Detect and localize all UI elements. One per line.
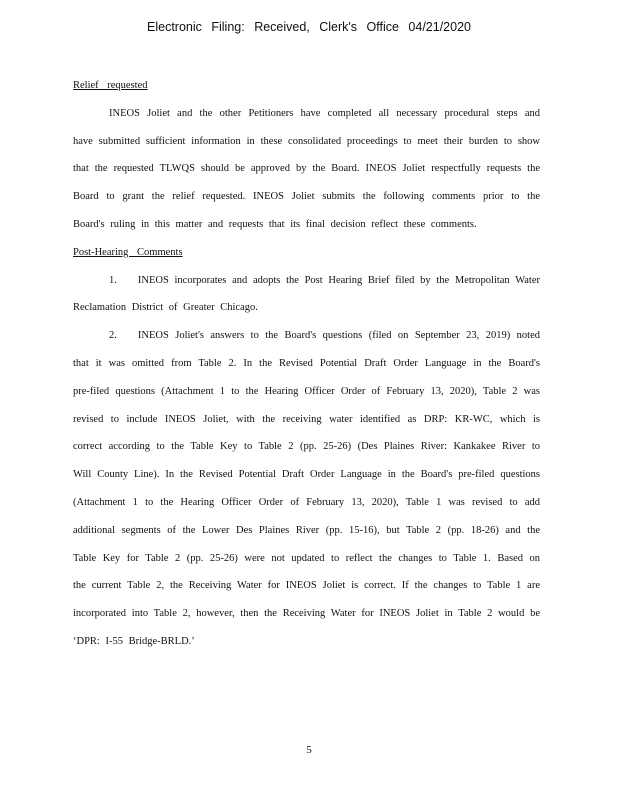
- section-heading-post-hearing-comments: Post-Hearing Comments: [73, 246, 183, 258]
- page-number: 5: [306, 744, 312, 756]
- document-body: [73, 72, 540, 656]
- relief-requested-paragraph: INEOS Joliet and the other Petitioners have completed all necessary procedural steps and have submitted sufficient information in these consolidated proceedings to meet their burden to show that the requested TLWQS should be approved by the Board. INEOS Joliet respectfully requests the Board to grant the relief requested. INEOS Joliet submits the following comments prior to the Board's ruling in this matter and requests that its final decision reflect these comments.: [73, 107, 540, 230]
- filing-stamp-header: Electronic Filing: Received, Clerk's Office 04/21/2020: [147, 20, 471, 34]
- comment-paragraph-2: 2. INEOS Joliet's answers to the Board's questions (filed on September 23, 2019) noted that it was omitted from Table 2. In the Revised Potential Draft Order Language in the Board's pre-filed questions (Attachment 1 to the Hearing Officer Order of February 13, 2020), Table 2 was revised to include INEOS Joliet, with the receiving water identified as DRP: KR-WC, which is correct according to the Table Key to Table 2 (pp. 25-26) (Des Plaines River: Kankakee River to Will County Line). In the Revised Potential Draft Order Language in the Board's pre-filed questions (Attachment 1 to the Hearing Officer Order of February 13, 2020), Table 1 was revised to add additional segments of the Lower Des Plaines River (pp. 15-16), but Table 2 (pp. 18-26) and the Table Key for Table 2 (pp. 25-26) were not updated to reflect the changes to Table 1. Based on the current Table 2, the Receiving Water for INEOS Joliet is correct. If the changes to Table 1 are incorporated into Table 2, however, then the Receiving Water for INEOS Joliet in Table 2 would be ‘DPR: I-55 Bridge-BRLD.’: [73, 330, 540, 647]
- section-heading-relief-requested: Relief requested: [73, 80, 148, 91]
- comment-paragraph-1: 1. INEOS incorporates and adopts the Post Hearing Brief filed by the Metropolitan Water Reclamation District of Greater Chicago.: [73, 274, 540, 314]
